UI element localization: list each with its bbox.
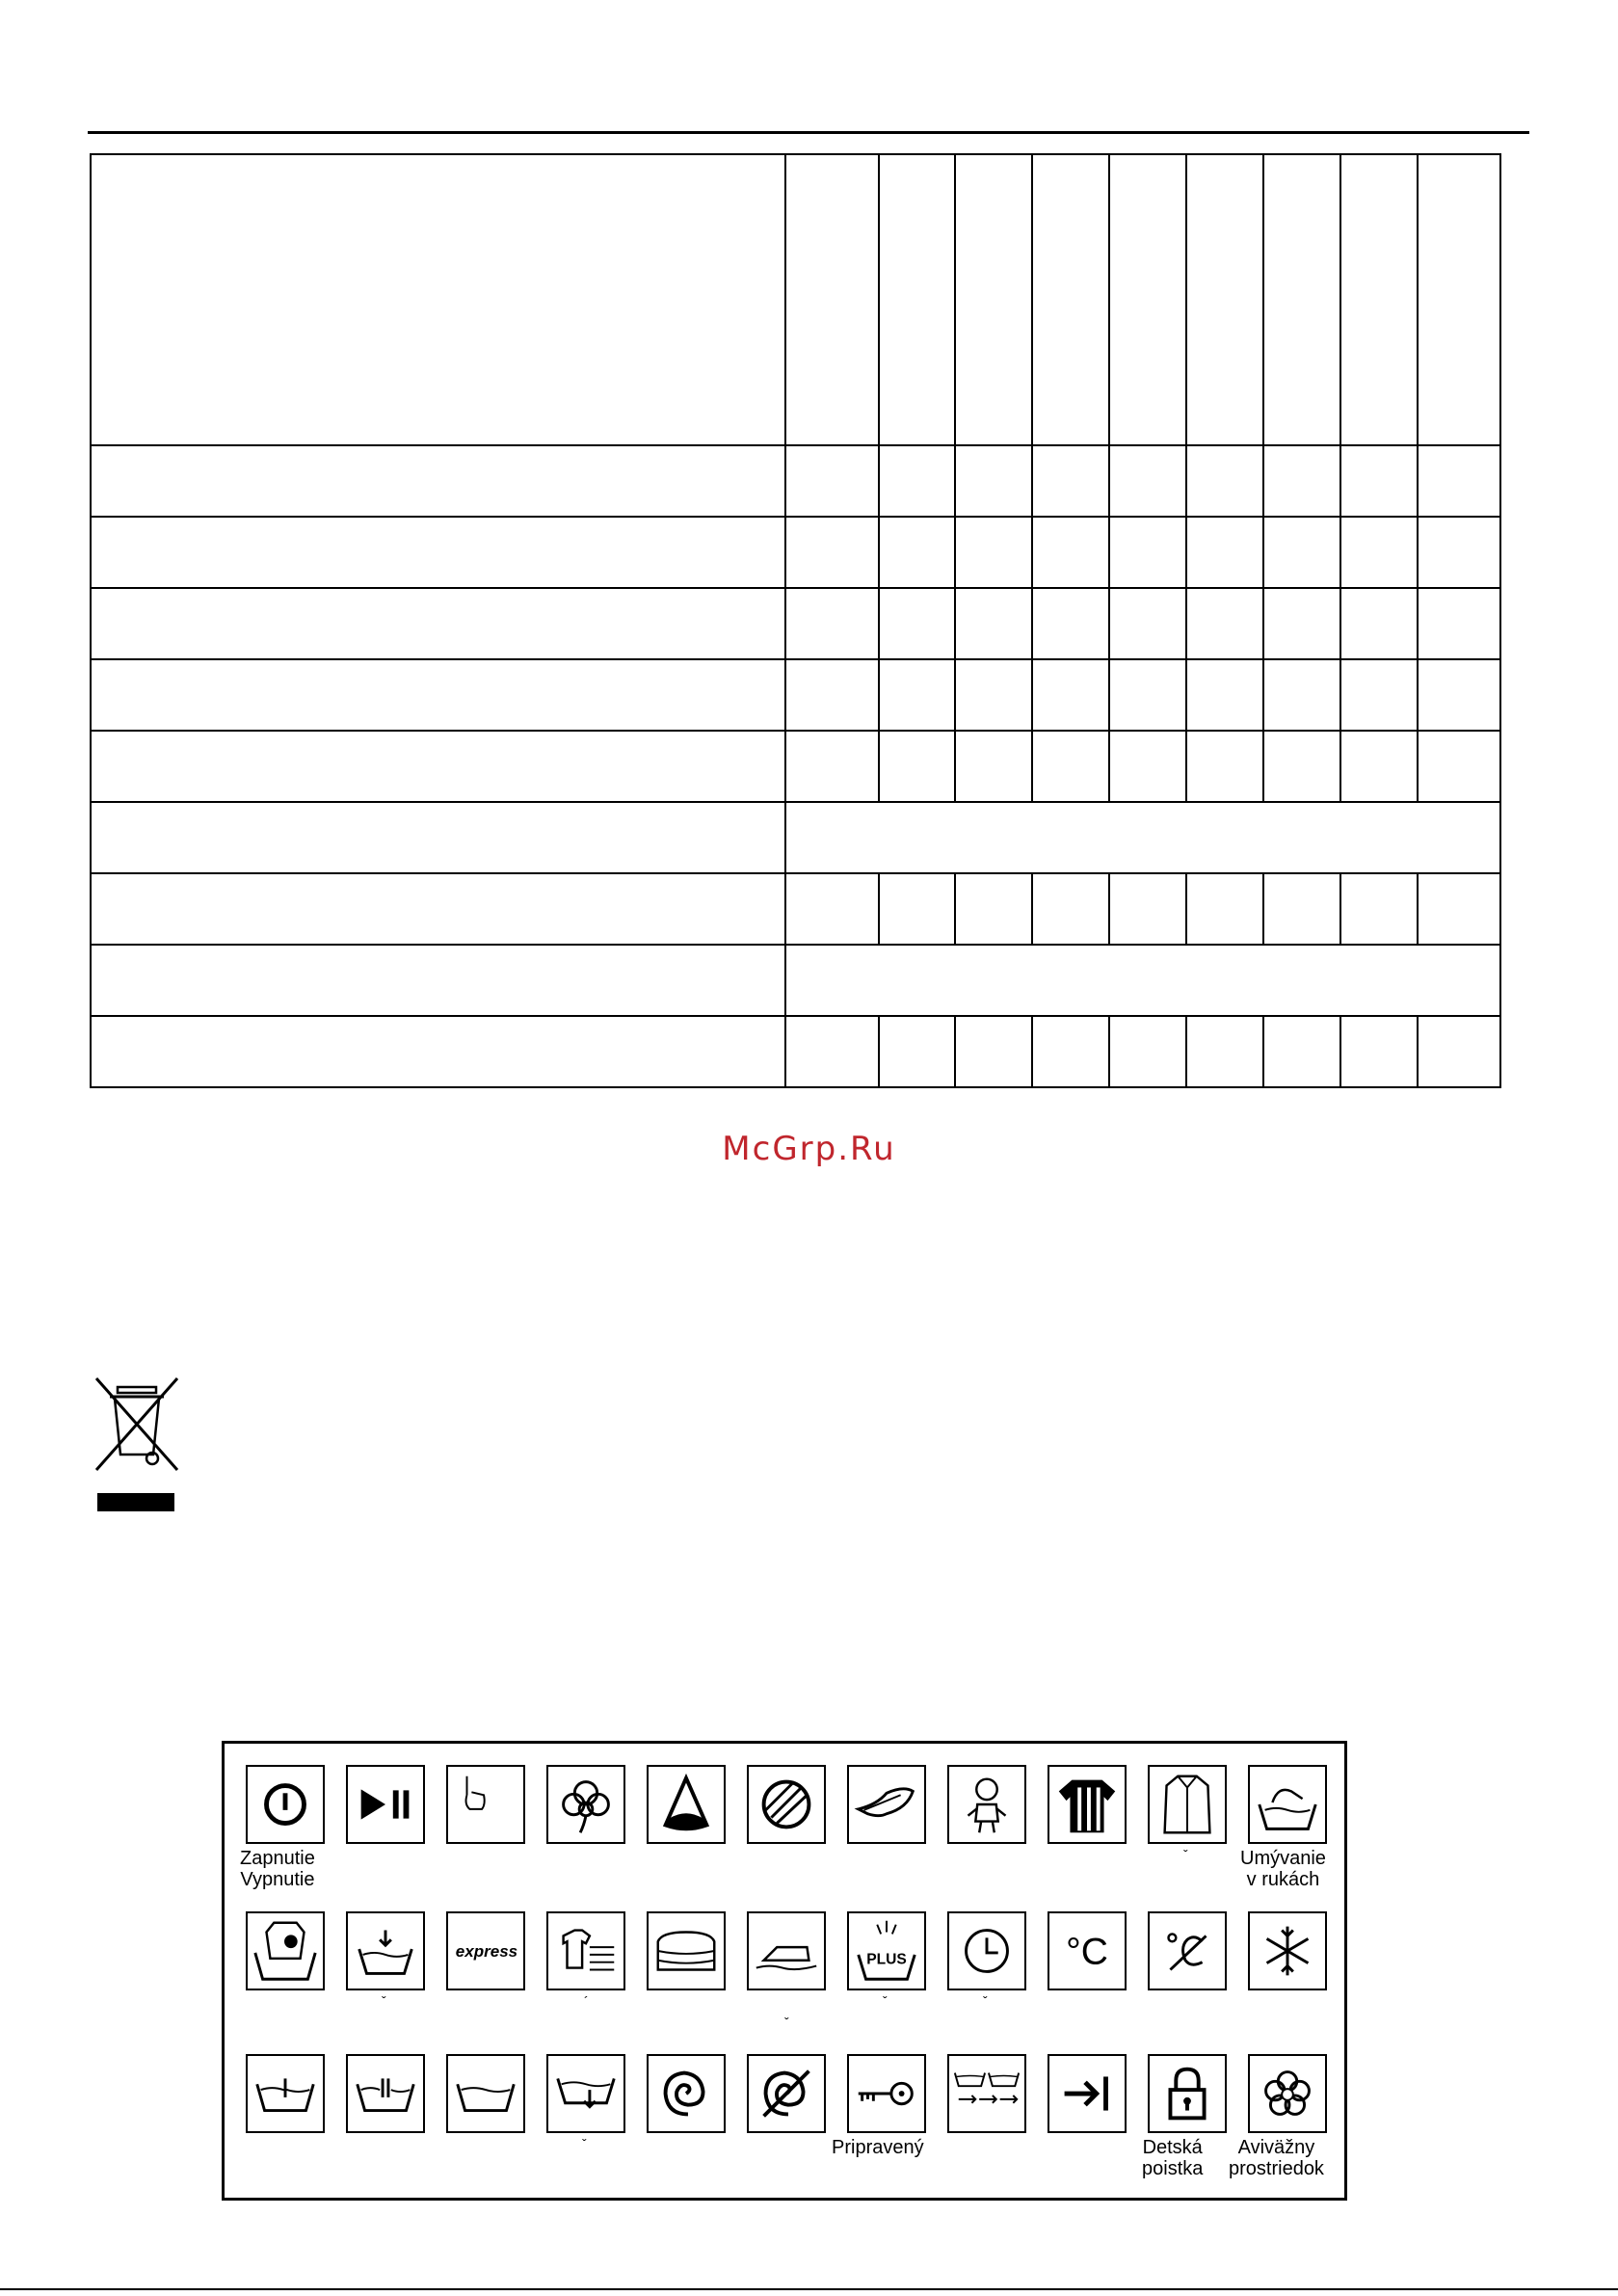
symbols-panel: [222, 1741, 1347, 2201]
cotton-icon: [546, 1765, 625, 1844]
delicate-feather-icon: [847, 1765, 926, 1844]
power-caption: [240, 1848, 315, 1890]
table-header-row: [91, 154, 1500, 445]
shirt-mark: ˇ: [1183, 1847, 1188, 1862]
softener-caption-line2: prostriedok: [1229, 2158, 1324, 2179]
express-icon: [446, 1911, 525, 1990]
wash-stage-1-icon: [246, 2054, 325, 2133]
table-row: [91, 873, 1500, 945]
wash-tub-icon: [446, 2054, 525, 2133]
table-row: [91, 945, 1500, 1016]
power-caption-line1: Zapnutie: [240, 1848, 315, 1869]
prewash-mark: ˇ: [382, 1993, 386, 2009]
table-row: [91, 802, 1500, 873]
end-arrow-icon: [1048, 2054, 1127, 2133]
baby-icon: [947, 1765, 1026, 1844]
duvet-icon: [647, 1911, 726, 1990]
svg-text:express: express: [455, 1941, 518, 1961]
hand-wash-caption-line1: Umývanie: [1240, 1848, 1326, 1869]
no-temperature-icon: [1148, 1911, 1227, 1990]
no-spin-icon: [747, 2054, 826, 2133]
clock-icon: [947, 1911, 1026, 1990]
power-caption-line2: Vypnutie: [240, 1869, 315, 1890]
drain-mark: ˇ: [582, 2136, 587, 2151]
child-lock-caption: [1142, 2137, 1203, 2179]
easy-iron-mark: ˇ: [784, 2015, 789, 2030]
spin-icon: [647, 2054, 726, 2133]
hand-wash-caption-line2: v rukách: [1246, 1869, 1320, 1890]
table-row: [91, 588, 1500, 659]
drain-icon: [546, 2054, 625, 2133]
quick-shirt-mark: ´: [584, 1993, 589, 2009]
weee-crossed-bin-icon: [89, 1374, 185, 1518]
svg-text:PLUS: PLUS: [866, 1951, 907, 1968]
play-pause-icon: [346, 1765, 425, 1844]
hand-wash-caption: [1240, 1848, 1326, 1890]
softener-caption: [1229, 2137, 1324, 2179]
stain-wash-icon: [246, 1911, 325, 1990]
key-caption: Pripravený: [832, 2137, 924, 2158]
shirt-icon: [1148, 1765, 1227, 1844]
synthetic-bag-icon: [647, 1765, 726, 1844]
table-row: [91, 731, 1500, 802]
temperature-icon: [1048, 1911, 1127, 1990]
hand-wash-icon: [1248, 1765, 1327, 1844]
wool-yarn-icon: [747, 1765, 826, 1844]
power-icon: [246, 1765, 325, 1844]
prewash-icon: [346, 1911, 425, 1990]
child-lock-icon: [1148, 2054, 1227, 2133]
key-icon: [847, 2054, 926, 2133]
wash-stage-2-icon: [346, 2054, 425, 2133]
rinse-flow-icon: [947, 2054, 1026, 2133]
table-row: [91, 659, 1500, 731]
rinse-plus-icon: [847, 1911, 926, 1990]
svg-text:°C: °C: [1066, 1931, 1108, 1973]
top-rule: [88, 131, 1529, 134]
child-lock-caption-line2: poistka: [1142, 2158, 1204, 2179]
clock-mark: ˇ: [983, 1993, 988, 2009]
quick-shirt-icon: [546, 1911, 625, 1990]
program-table: [90, 153, 1501, 1088]
sport-jersey-icon: [1048, 1765, 1127, 1844]
softener-caption-line1: Aviväžny: [1237, 2137, 1315, 2158]
cold-snowflake-icon: [1248, 1911, 1327, 1990]
table-row: [91, 517, 1500, 588]
hand-touch-icon: [446, 1765, 525, 1844]
table-row: [91, 1016, 1500, 1087]
bottom-rule: [0, 2288, 1618, 2290]
child-lock-caption-line1: Detská: [1142, 2137, 1203, 2158]
watermark: McGrp.Ru: [722, 1130, 896, 1168]
easy-iron-icon: [747, 1911, 826, 1990]
softener-flower-icon: [1248, 2054, 1327, 2133]
table-row: [91, 445, 1500, 517]
rinse-plus-mark: ˇ: [883, 1993, 888, 2009]
